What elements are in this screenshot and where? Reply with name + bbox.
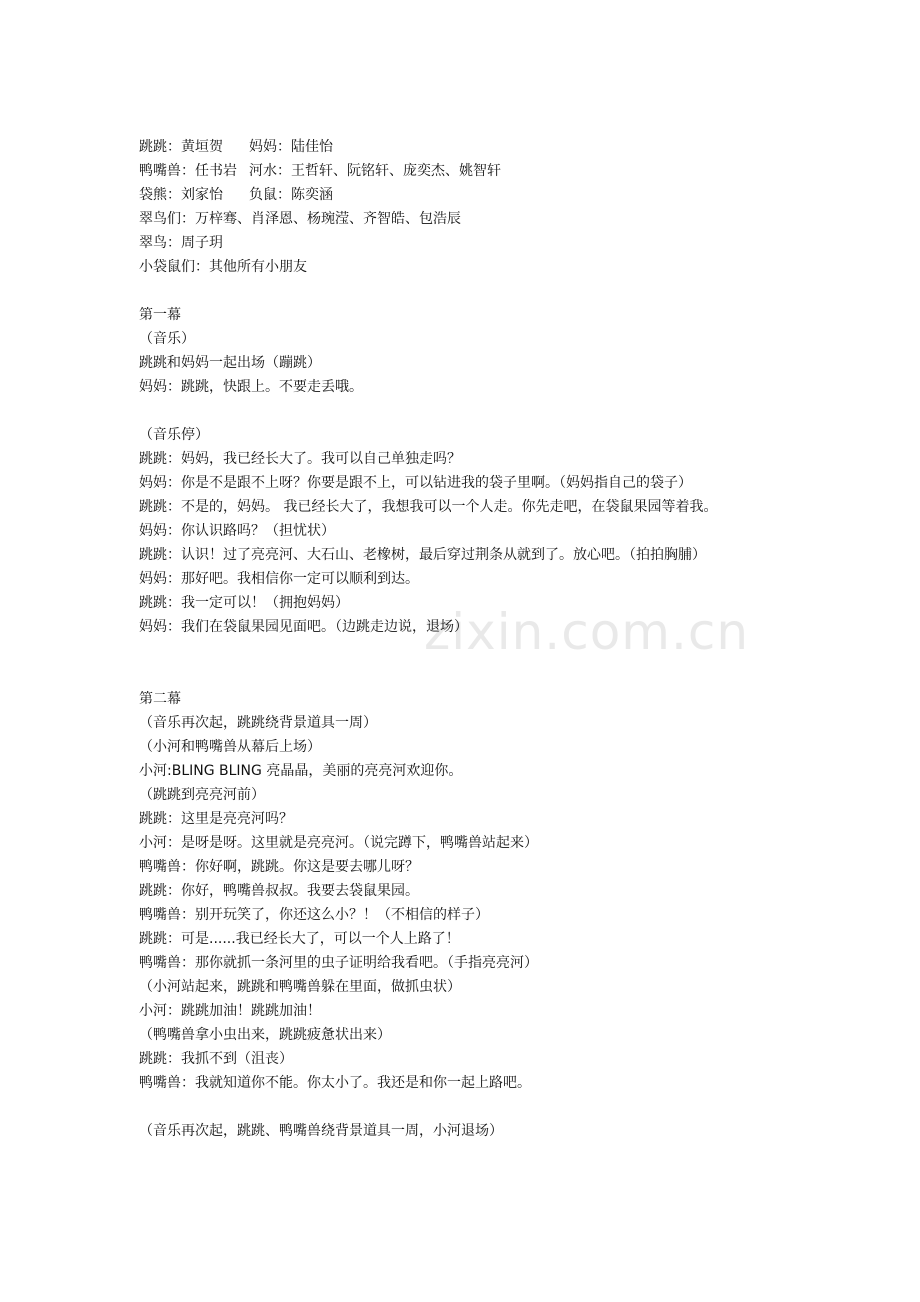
- cast-row: [139, 135, 799, 159]
- script-line: （音乐再次起，跳跳绕背景道具一周）: [139, 715, 377, 731]
- cast-role: 翠鸟：周子玥: [139, 235, 223, 251]
- cast-row: [139, 231, 799, 255]
- cast-role: 妈妈：陆佳怡: [249, 139, 333, 155]
- script-line: 鸭嘴兽：你好啊，跳跳。你这是要去哪儿呀？: [139, 859, 419, 875]
- cast-role: 负鼠：陈奕涵: [249, 187, 333, 203]
- script-line: 小河:BLING BLING 亮晶晶，美丽的亮亮河欢迎你。: [139, 763, 463, 779]
- act-title: 第一幕: [139, 307, 181, 323]
- cast-role: 翠鸟们：万梓骞、肖泽恩、杨琬滢、齐智皓、包浩辰: [139, 211, 461, 227]
- cast-list: [139, 135, 799, 279]
- script-line: 跳跳：你好，鸭嘴兽叔叔。我要去袋鼠果园。: [139, 883, 419, 899]
- script-line: 跳跳：妈妈，我已经长大了。我可以自己单独走吗？: [139, 451, 461, 467]
- script-line: 小河：是呀是呀。这里就是亮亮河。（说完蹲下，鸭嘴兽站起来）: [139, 835, 538, 851]
- script-line: 妈妈：你是不是跟不上呀？你要是跟不上，可以钻进我的袋子里啊。（妈妈指自己的袋子）: [139, 475, 692, 491]
- script-line: 跳跳：可是......我已经长大了，可以一个人上路了！: [139, 931, 460, 947]
- script-line: （音乐停）: [139, 427, 209, 443]
- script-line: 鸭嘴兽：那你就抓一条河里的虫子证明给我看吧。（手指亮亮河）: [139, 955, 538, 971]
- spacer: [139, 279, 799, 303]
- spacer: [139, 399, 799, 423]
- watermark: zixin.com.cn: [424, 603, 750, 661]
- script-line: 妈妈：我们在袋鼠果园见面吧。（边跳走边说，退场）: [139, 619, 468, 635]
- script-line: 跳跳：我一定可以！（拥抱妈妈）: [139, 595, 349, 611]
- act-one: [139, 303, 799, 639]
- cast-role: 河水：王哲轩、阮铭轩、庞奕杰、姚智轩: [249, 163, 501, 179]
- act-title: 第二幕: [139, 691, 181, 707]
- script-line: 跳跳和妈妈一起出场（蹦跳）: [139, 355, 321, 371]
- cast-role: 小袋鼠们：其他所有小朋友: [139, 259, 307, 275]
- cast-role: 跳跳：黄垣贺: [139, 139, 223, 155]
- cast-row: [139, 255, 799, 279]
- script-line: （音乐）: [139, 331, 195, 347]
- script-line: （小河和鸭嘴兽从幕后上场）: [139, 739, 321, 755]
- script-line: 跳跳：不是的，妈妈。 我已经长大了，我想我可以一个人走。你先走吧，在袋鼠果园等着我。: [139, 499, 718, 515]
- script-line: 跳跳：认识！过了亮亮河、大石山、老橡树，最后穿过荆条从就到了。放心吧。（拍拍胸脯）: [139, 547, 706, 563]
- cast-row: [139, 183, 799, 207]
- script-body: [139, 135, 799, 1143]
- cast-role: 袋熊：刘家怡: [139, 187, 223, 203]
- script-line: （音乐再次起，跳跳、鸭嘴兽绕背景道具一周，小河退场）: [139, 1123, 503, 1139]
- cast-row: [139, 159, 799, 183]
- script-line: 妈妈：你认识路吗？（担忧状）: [139, 523, 335, 539]
- script-line: 鸭嘴兽：别开玩笑了，你还这么小？！（不相信的样子）: [139, 907, 489, 923]
- script-line: 鸭嘴兽：我就知道你不能。你太小了。我还是和你一起上路吧。: [139, 1075, 531, 1091]
- script-line: 妈妈：跳跳，快跟上。不要走丢哦。: [139, 379, 363, 395]
- script-line: （鸭嘴兽拿小虫出来，跳跳疲惫状出来）: [139, 1027, 391, 1043]
- script-line: 跳跳：这里是亮亮河吗？: [139, 811, 293, 827]
- script-line: 小河：跳跳加油！跳跳加油！: [139, 1003, 321, 1019]
- cast-role: 鸭嘴兽：任书岩: [139, 163, 237, 179]
- spacer: [139, 1095, 799, 1119]
- script-line: （跳跳到亮亮河前）: [139, 787, 265, 803]
- act-two: [139, 687, 799, 1143]
- script-line: 妈妈：那好吧。我相信你一定可以顺利到达。: [139, 571, 419, 587]
- script-line: （小河站起来，跳跳和鸭嘴兽躲在里面，做抓虫状）: [139, 979, 461, 995]
- cast-row: [139, 207, 799, 231]
- script-line: 跳跳：我抓不到（沮丧）: [139, 1051, 293, 1067]
- spacer: [139, 639, 799, 687]
